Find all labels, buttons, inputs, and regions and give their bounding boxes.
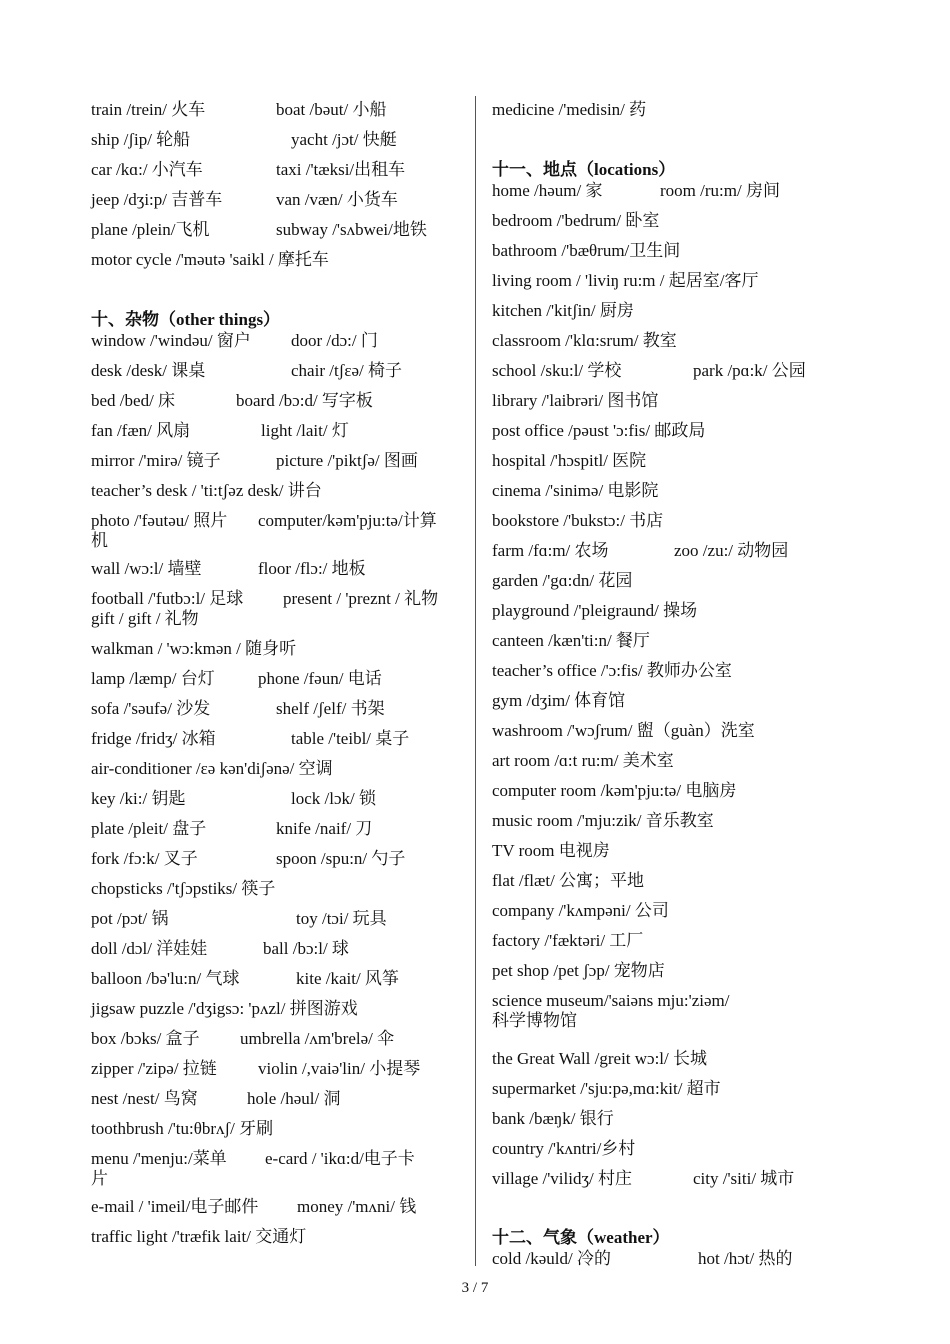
vocab-line: flat /flæt/ 公寓；平地 xyxy=(492,871,645,890)
vocab-entry: violin /,vaiə'lin/ 小提琴 xyxy=(258,1059,421,1078)
vocab-entry: desk /desk/ 课桌 xyxy=(91,361,206,380)
vocab-entry: money /'mʌni/ 钱 xyxy=(297,1197,417,1216)
vocab-entry: toy /tɔi/ 玩具 xyxy=(296,909,387,928)
vocab-line-continuation: gift / gift / 礼物 xyxy=(91,609,199,628)
vocab-entry: car /kɑ:/ 小汽车 xyxy=(91,160,203,179)
vocab-line: country /'kʌntri/乡村 xyxy=(492,1139,636,1158)
vocab-entry: ship /ʃip/ 轮船 xyxy=(91,130,191,149)
vocab-entry: e-mail / 'imeil/电子邮件 xyxy=(91,1197,259,1216)
vocab-entry: floor /flɔ:/ 地板 xyxy=(258,559,366,578)
vocab-entry: mirror /'mirə/ 镜子 xyxy=(91,451,221,470)
vocab-line: bank /bæŋk/ 银行 xyxy=(492,1109,614,1128)
vocab-line: canteen /kæn'ti:n/ 餐厅 xyxy=(492,631,650,650)
vocab-line: walkman / 'wɔ:kmən / 随身听 xyxy=(91,639,297,658)
vocab-entry: nest /nest/ 鸟窝 xyxy=(91,1089,198,1108)
vocab-entry: shelf /ʃelf/ 书架 xyxy=(276,699,385,718)
vocab-entry: village /'vilidʒ/ 村庄 xyxy=(492,1169,632,1188)
vocab-entry: football /'futbɔ:l/ 足球 xyxy=(91,589,244,608)
section-heading: 十一、地点（locations） xyxy=(492,160,676,179)
vocab-entry: yacht /jɔt/ 快艇 xyxy=(291,130,397,149)
vocab-entry: menu /'menju:/菜单 xyxy=(91,1149,227,1168)
vocab-entry: home /həum/ 家 xyxy=(492,181,603,200)
vocab-line: TV room 电视房 xyxy=(492,841,610,860)
vocab-entry: lock /lɔk/ 锁 xyxy=(291,789,376,808)
vocab-line: the Great Wall /greit wɔ:l/ 长城 xyxy=(492,1049,708,1068)
vocab-line-continuation: 科学博物馆 xyxy=(492,1011,577,1030)
vocab-entry: park /pɑ:k/ 公园 xyxy=(693,361,806,380)
vocab-entry: pot /pɔt/ 锅 xyxy=(91,909,169,928)
vocab-entry: wall /wɔ:l/ 墙壁 xyxy=(91,559,202,578)
vocab-entry: light /lait/ 灯 xyxy=(261,421,349,440)
vocab-entry: taxi /'tæksi/出租车 xyxy=(276,160,406,179)
vocab-entry: kite /kait/ 风筝 xyxy=(296,969,399,988)
vocab-line: washroom /'wɔʃrum/ 盥（guàn）洗室 xyxy=(492,721,755,740)
vocab-entry: doll /dɔl/ 洋娃娃 xyxy=(91,939,208,958)
vocab-entry: lamp /læmp/ 台灯 xyxy=(91,669,215,688)
vocab-entry: hole /həul/ 洞 xyxy=(247,1089,341,1108)
vocab-entry: school /sku:l/ 学校 xyxy=(492,361,622,380)
vocab-entry: jeep /dʒi:p/ 吉普车 xyxy=(91,190,223,209)
vocab-entry: photo /'fəutəu/ 照片 xyxy=(91,511,228,530)
vocab-entry: key /ki:/ 钥匙 xyxy=(91,789,186,808)
vocab-entry: cold /kəuld/ 冷的 xyxy=(492,1249,611,1268)
vocab-line: playground /'pleigraund/ 操场 xyxy=(492,601,698,620)
vocab-line: music room /'mju:zik/ 音乐教室 xyxy=(492,811,714,830)
vocab-line: jigsaw puzzle /'dʒigsɔ: 'pʌzl/ 拼图游戏 xyxy=(91,999,358,1018)
vocab-line: classroom /'klɑ:srum/ 教室 xyxy=(492,331,677,350)
vocab-line: company /'kʌmpəni/ 公司 xyxy=(492,901,669,920)
vocab-line: toothbrush /'tu:θbrʌʃ/ 牙刷 xyxy=(91,1119,274,1138)
column-divider xyxy=(475,96,476,1266)
vocab-line: art room /ɑ:t ru:m/ 美术室 xyxy=(492,751,674,770)
vocab-line: bedroom /'bedrum/ 卧室 xyxy=(492,211,660,230)
vocab-line: computer room /kəm'pju:tə/ 电脑房 xyxy=(492,781,737,800)
vocab-entry: picture /'piktʃə/ 图画 xyxy=(276,451,418,470)
vocab-entry: window /'windəu/ 窗户 xyxy=(91,331,251,350)
vocab-line: bookstore /'bukstɔ:/ 书店 xyxy=(492,511,664,530)
section-heading: 十二、气象（weather） xyxy=(492,1228,670,1247)
vocab-line: traffic light /'træfik lait/ 交通灯 xyxy=(91,1227,307,1246)
vocab-entry: van /væn/ 小货车 xyxy=(276,190,398,209)
vocab-entry: farm /fɑ:m/ 农场 xyxy=(492,541,609,560)
vocab-line: factory /'fæktəri/ 工厂 xyxy=(492,931,644,950)
vocab-line-continuation: 机 xyxy=(91,531,108,550)
vocab-line: living room / 'liviŋ ru:m / 起居室/客厅 xyxy=(492,271,759,290)
vocab-entry: hot /hɔt/ 热的 xyxy=(698,1249,793,1268)
vocab-entry: present / 'preznt / 礼物 xyxy=(283,589,439,608)
vocab-entry: fan /fæn/ 风扇 xyxy=(91,421,191,440)
vocab-entry: phone /fəun/ 电话 xyxy=(258,669,382,688)
vocab-entry: train /trein/ 火车 xyxy=(91,100,206,119)
vocab-entry: umbrella /ʌm'brelə/ 伞 xyxy=(240,1029,395,1048)
vocab-entry: box /bɔks/ 盒子 xyxy=(91,1029,200,1048)
vocab-line: chopsticks /'tʃɔpstiks/ 筷子 xyxy=(91,879,276,898)
vocab-entry: bed /bed/ 床 xyxy=(91,391,176,410)
vocab-line: teacher’s office /'ɔ:fis/ 教师办公室 xyxy=(492,661,732,680)
vocab-line: teacher’s desk / 'ti:tʃəz desk/ 讲台 xyxy=(91,481,322,500)
vocab-line: gym /dʒim/ 体育馆 xyxy=(492,691,626,710)
section-heading: 十、杂物（other things） xyxy=(91,310,281,329)
vocab-line: cinema /'sinimə/ 电影院 xyxy=(492,481,659,500)
vocab-entry: city /'siti/ 城市 xyxy=(693,1169,795,1188)
vocab-entry: fork /fɔ:k/ 叉子 xyxy=(91,849,198,868)
vocab-entry: spoon /spu:n/ 勺子 xyxy=(276,849,406,868)
vocab-line: post office /pəust 'ɔ:fis/ 邮政局 xyxy=(492,421,706,440)
vocab-line-continuation: 片 xyxy=(91,1169,108,1188)
vocab-entry: sofa /'səufə/ 沙发 xyxy=(91,699,211,718)
vocab-entry: e-card / 'ikɑ:d/电子卡 xyxy=(265,1149,415,1168)
vocab-entry: computer/kəm'pju:tə/计算 xyxy=(258,511,437,530)
page-number: 3 / 7 xyxy=(461,1280,489,1296)
vocab-entry: fridge /fridʒ/ 冰箱 xyxy=(91,729,216,748)
vocab-line: motor cycle /'məutə 'saikl / 摩托车 xyxy=(91,250,329,269)
vocab-line: kitchen /'kitʃin/ 厨房 xyxy=(492,301,634,320)
vocab-entry: boat /bəut/ 小船 xyxy=(276,100,387,119)
vocab-entry: subway /'sʌbwei/地铁 xyxy=(276,220,427,239)
vocab-entry: knife /naif/ 刀 xyxy=(276,819,373,838)
vocab-line: medicine /'medisin/ 药 xyxy=(492,100,647,119)
vocab-line: hospital /'hɔspitl/ 医院 xyxy=(492,451,647,470)
vocab-entry: zoo /zu:/ 动物园 xyxy=(674,541,789,560)
vocab-line: garden /'gɑ:dn/ 花园 xyxy=(492,571,633,590)
vocab-entry: board /bɔ:d/ 写字板 xyxy=(236,391,373,410)
vocab-line: air-conditioner /ɛə kən'diʃənə/ 空调 xyxy=(91,759,333,778)
vocab-entry: ball /bɔ:l/ 球 xyxy=(263,939,349,958)
vocab-entry: room /ru:m/ 房间 xyxy=(660,181,780,200)
vocab-entry: plate /pleit/ 盘子 xyxy=(91,819,207,838)
vocab-entry: zipper /'zipə/ 拉链 xyxy=(91,1059,217,1078)
vocab-line: bathroom /'bæθrum/卫生间 xyxy=(492,241,681,260)
vocab-entry: table /'teibl/ 桌子 xyxy=(291,729,410,748)
vocab-entry: plane /plein/飞机 xyxy=(91,220,210,239)
vocab-entry: chair /tʃɛə/ 椅子 xyxy=(291,361,402,380)
vocab-line: supermarket /'sju:pə,mɑ:kit/ 超市 xyxy=(492,1079,721,1098)
vocab-entry: door /dɔ:/ 门 xyxy=(291,331,378,350)
vocab-line: science museum/'saiəns mju:'ziəm/ xyxy=(492,991,730,1010)
vocab-line: library /'laibrəri/ 图书馆 xyxy=(492,391,659,410)
vocab-line: pet shop /pet ʃɔp/ 宠物店 xyxy=(492,961,665,980)
vocab-entry: balloon /bə'lu:n/ 气球 xyxy=(91,969,240,988)
